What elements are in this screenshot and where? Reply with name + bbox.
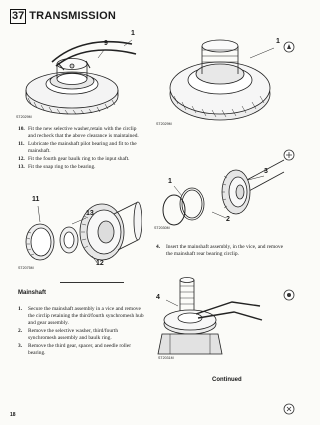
figure-code: ST2029M bbox=[156, 122, 172, 126]
step-item: 4. Insert the mainshaft assembly, in the vice, and remove the mainshaft rear bearing circlip. bbox=[156, 244, 284, 258]
figure-callout: 2 bbox=[226, 216, 230, 223]
edge-symbol bbox=[283, 402, 295, 420]
figure-code: ST2075M bbox=[18, 266, 34, 270]
step-item: 13. Fit the snap ring to the bearing. bbox=[18, 163, 96, 170]
figure-baulk-ring-bearing bbox=[14, 184, 142, 274]
step-item: 11. Lubricate the mainshaft pilot bearing and fit to the mainshaft. bbox=[18, 141, 137, 155]
steps-bottom bbox=[18, 306, 145, 358]
figure-callout: 3 bbox=[264, 168, 268, 175]
figure-code: ST2029M bbox=[16, 115, 32, 119]
steps-right bbox=[156, 244, 286, 259]
step-item: 10. Fit the new selective washer,retain with the circlip and recheck that the above clearance is maintained. bbox=[18, 126, 139, 140]
figure-mainshaft-vice bbox=[156, 276, 266, 360]
figure-callout: 13 bbox=[86, 210, 94, 217]
step-item: 3. Remove the third gear, spacer, and needle roller bearing. bbox=[18, 343, 131, 357]
continued-label: Continued bbox=[212, 377, 242, 383]
figure-callout: 12 bbox=[96, 260, 104, 267]
edge-symbol bbox=[283, 40, 295, 58]
figure-callout: 1 bbox=[168, 178, 172, 185]
page-number: 18 bbox=[10, 412, 16, 418]
figure-input-shaft-circlip bbox=[12, 30, 140, 124]
page-header bbox=[10, 8, 116, 24]
section-divider bbox=[60, 282, 124, 283]
figure-callout: 4 bbox=[156, 294, 160, 301]
edge-symbol bbox=[283, 288, 295, 306]
steps-top bbox=[18, 126, 145, 172]
figure-callout: 1 bbox=[131, 30, 135, 37]
step-item: 1. Secure the mainshaft assembly in a vice and remove the circlip retaining the third/fourth synchromesh hub and gear assembly. bbox=[18, 306, 144, 327]
section-title: TRANSMISSION bbox=[29, 10, 116, 22]
section-heading: Mainshaft bbox=[18, 290, 47, 296]
figure-exploded-bearing bbox=[152, 140, 286, 232]
figure-code: ST2030M bbox=[154, 226, 170, 230]
figure-gear-assembly bbox=[150, 38, 288, 130]
figure-callout: 1 bbox=[276, 38, 280, 45]
step-item: 2. Remove the selective washer, third/fourth synchromesh assembly and baulk ring. bbox=[18, 328, 119, 342]
figure-callout: 11 bbox=[32, 196, 40, 203]
figure-callout: 9 bbox=[104, 40, 108, 47]
step-item: 12. Fit the fourth gear baulk ring to the input shaft. bbox=[18, 156, 130, 162]
section-number: 37 bbox=[12, 9, 25, 22]
figure-code: ST2031M bbox=[158, 356, 174, 360]
